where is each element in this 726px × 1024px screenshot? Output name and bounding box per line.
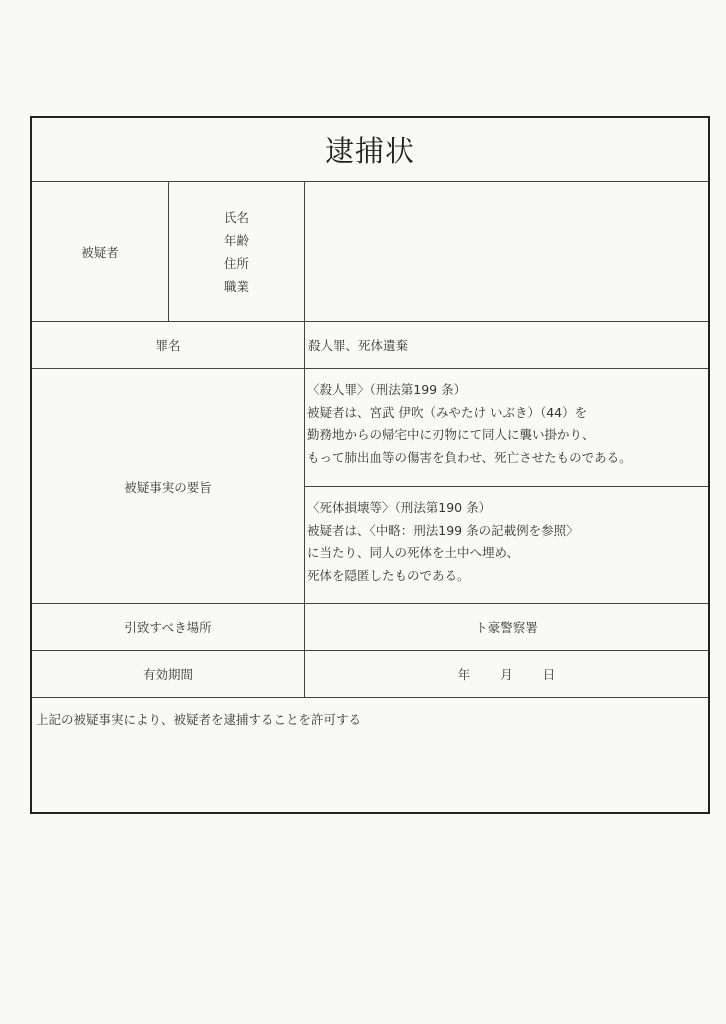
divider [305, 486, 708, 487]
field-address: 住所 [223, 255, 249, 271]
month-label: 月 [500, 667, 513, 682]
crime-label: 罪名 [155, 338, 181, 353]
field-age: 年齢 [223, 232, 249, 248]
facts-line: 勤務地からの帰宅中に刃物にて同人に襲い掛かり、 [307, 427, 595, 442]
document-title: 逮捕状 [324, 134, 415, 168]
authorization-statement: 上記の被疑事実により、被疑者を逮捕することを許可する [36, 712, 362, 727]
arrest-warrant-form [30, 116, 710, 814]
facts-line: 死体を隠匿したものである。 [307, 567, 470, 583]
day-label: 日 [542, 667, 556, 682]
facts-label: 被疑事実の要旨 [124, 479, 212, 495]
validity-date [305, 651, 708, 697]
suspect-fields [169, 182, 304, 321]
suspect-label: 被疑者 [81, 244, 119, 260]
facts-line: に当たり、同人の死体を土中へ埋め、 [307, 545, 520, 560]
facts-line: 被疑者は、宮武 伊吹（みやたけ いぶき）（44）を [307, 404, 588, 420]
facts-line: 〈死体損壊等〉（刑法第190 条） [307, 500, 492, 515]
facts-line: もって肺出血等の傷害を負わせ、死亡させたものである。 [307, 449, 632, 465]
field-occupation: 職業 [223, 278, 249, 294]
facts-section-murder [307, 379, 632, 469]
facts-section-corpse [307, 497, 579, 587]
divider [32, 697, 708, 698]
validity-label: 有効期間 [142, 667, 193, 682]
field-name: 氏名 [223, 209, 249, 225]
divider [304, 182, 305, 604]
place-label: 引致すべき場所 [124, 620, 212, 635]
facts-line: 被疑者は、〈中略：刑法199 条の記載例を参照〉 [307, 522, 579, 538]
place-value: ト豪警察署 [475, 620, 538, 635]
facts-line: 〈殺人罪〉（刑法第199 条） [307, 382, 467, 397]
crime-value: 殺人罪、死体遺棄 [308, 338, 409, 353]
year-label: 年 [457, 667, 471, 682]
